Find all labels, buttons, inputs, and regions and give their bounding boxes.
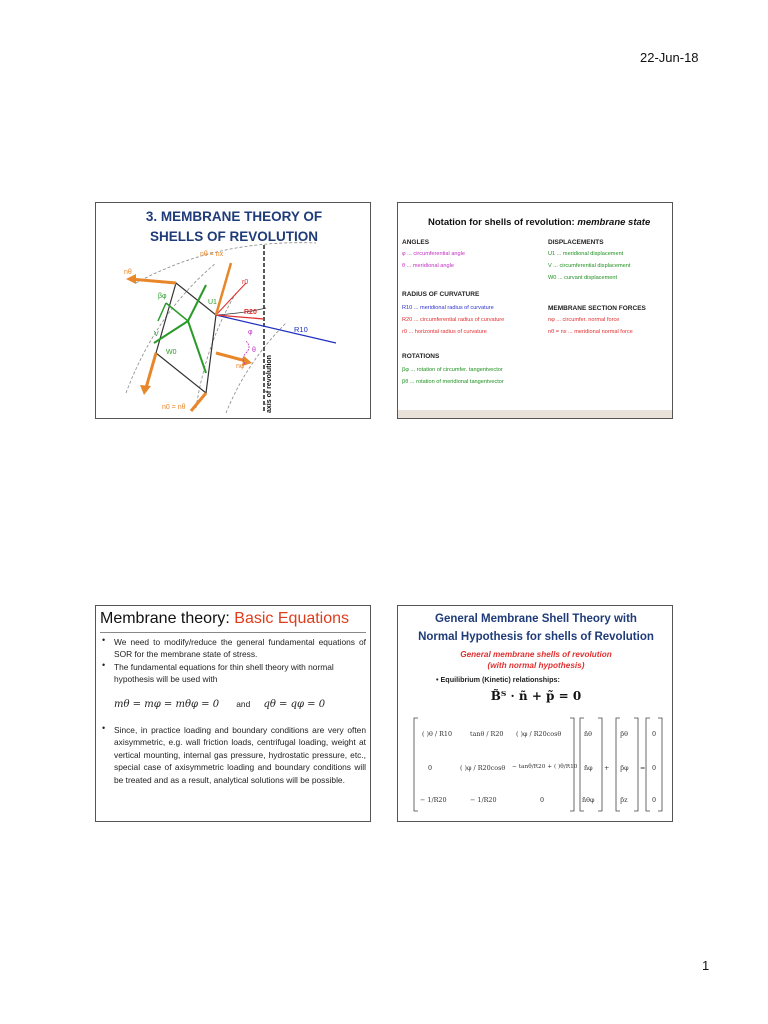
slide3-title <box>100 610 349 628</box>
bullet-icon: • <box>102 635 106 645</box>
vector-n3: ñθφ <box>582 796 595 804</box>
title-divider <box>100 632 366 633</box>
matrix-r1c2: tanθ / R20 <box>470 730 504 738</box>
label-r0: r0 <box>242 279 249 286</box>
vector-z3: 0 <box>652 796 657 804</box>
vector-p2: p̃φ <box>620 764 629 772</box>
vector-p3: p̃z <box>620 796 628 804</box>
slide1-title-line1: 3. MEMBRANE THEORY OF <box>145 209 323 224</box>
radius-heading: RADIUS OF CURVATURE <box>402 291 480 298</box>
slide4-bullet-text: Equilibrium (Kinetic) relationships: <box>440 675 560 684</box>
bullet3-text: Since, in practice loading and boundary conditions are very often axisymmetric, e.g. wall friction loads, centrifugal loading, weight at vertical mounting, internal gas pressure, hydrostatic pressure, etc., special case of axisymmetric loading and boundary conditions will be treated and as a result, analytical solutions will be possible. <box>114 725 366 785</box>
eq-shears: qθ = qφ = 0 <box>263 699 326 710</box>
label-u1: U1 <box>208 299 217 306</box>
forces-heading: MEMBRANE SECTION FORCES <box>548 305 646 312</box>
matrix-r1c1: ( )θ / R10 <box>422 730 453 738</box>
force-item-1: nφ ... circumfer. normal force <box>548 317 620 323</box>
slide1-title-line2: SHELLS OF REVOLUTION <box>149 229 318 244</box>
matrix-r2c2: ( )φ / R20cosθ <box>460 764 506 772</box>
angle-item-1: φ ... circumferential angle <box>402 251 466 257</box>
slide4-subtitle-2: (with normal hypothesis) <box>487 661 585 670</box>
displacement-item-2: V ... circumferential displacement <box>548 263 631 269</box>
slide2-title-emph: membrane state <box>577 217 651 228</box>
bullet1-text: We need to modify/reduce the general fundamental equations of SOR for the membrane state of stress. <box>114 637 366 660</box>
equals-sign: = <box>640 764 646 772</box>
label-v: V <box>154 331 159 338</box>
displacements-heading: DISPLACEMENTS <box>548 239 604 246</box>
label-axis-of-revolution: axis of revolution <box>266 355 273 413</box>
bullet-icon: • <box>102 660 106 670</box>
matrix-r2c1: 0 <box>428 764 433 772</box>
label-n-theta-nx: nθ = nx <box>200 251 224 258</box>
slide3-title-black: Membrane theory: <box>100 610 230 627</box>
matrix-brackets <box>398 606 673 822</box>
matrix-r3c3: 0 <box>540 796 545 804</box>
bullet2-text: The fundamental equations for thin shell theory with normal hypothesis will be used with <box>114 662 334 685</box>
vector-n1: ñθ <box>584 730 592 738</box>
force-item-2: nθ = nx ... meridional normal force <box>548 329 633 335</box>
label-w0: W0 <box>166 349 177 356</box>
slide3-title-red: Basic Equations <box>234 610 350 627</box>
header-date: 22-Jun-18 <box>640 50 699 65</box>
slide2-title-prefix: Notation for shells of revolution: <box>428 217 575 228</box>
label-n-theta-left: nθ <box>124 269 132 276</box>
matrix-r3c1: − 1/R20 <box>420 796 447 804</box>
eq-and: and <box>236 699 251 709</box>
vector-z2: 0 <box>652 764 657 772</box>
slide1-title <box>96 207 371 247</box>
rotation-item-2: βθ ... rotation of meridional tangentvector <box>402 379 504 385</box>
angle-item-2: θ ... meridional angle <box>402 263 454 269</box>
eq-moments: mθ = mφ = mθφ = 0 <box>114 699 220 710</box>
label-r20: R20 <box>244 309 257 316</box>
vector-p1: p̃θ <box>620 730 628 738</box>
slide-notation <box>397 202 673 419</box>
displacement-item-1: U1 ... meridional displacement <box>548 251 624 257</box>
plus-sign: + <box>604 764 610 772</box>
vector-n2: ñφ <box>584 764 593 772</box>
matrix-r1c3: ( )φ / R20cosθ <box>516 730 562 738</box>
slide2-title <box>428 217 650 228</box>
rotations-heading: ROTATIONS <box>402 353 440 360</box>
matrix-r3c2: − 1/R20 <box>470 796 497 804</box>
slide2-footer-bar <box>398 410 673 418</box>
slide4-subtitle-1: General membrane shells of revolution <box>460 650 612 659</box>
radius-item-1: R10 ... meridional radius of curvature <box>402 305 494 311</box>
label-phi: φ <box>248 329 253 336</box>
moment-shear-equations <box>114 699 325 710</box>
slide4-bullet: • Equilibrium (Kinetic) relationships: <box>436 675 560 684</box>
page-number: 1 <box>702 958 710 973</box>
slide4-title-line2: Normal Hypothesis for shells of Revolution <box>418 631 654 643</box>
slide-membrane-theory-title <box>95 202 371 419</box>
vector-z1: 0 <box>652 730 657 738</box>
matrix-r2c3: − tanθ/R20 + ( )θ/R10 <box>512 764 578 770</box>
label-r10: R10 <box>294 325 308 334</box>
slide-basic-equations <box>95 605 371 822</box>
label-theta: θ <box>252 347 256 354</box>
label-n-bottom: n0 = nθ <box>162 404 186 411</box>
angles-heading: ANGLES <box>402 239 430 246</box>
equilibrium-equation: B̃ᵀ · ñ + p̃ = 0 <box>490 689 582 703</box>
rotation-item-1: βφ ... rotation of circumfer. tangentvector <box>402 367 503 373</box>
radius-item-2: R20 ... circumferential radius of curvature <box>402 317 505 323</box>
displacement-item-3: W0 ... curvant displacement <box>548 275 618 281</box>
slide-general-membrane-theory <box>397 605 673 822</box>
slide4-title-line1: General Membrane Shell Theory with <box>435 613 637 625</box>
bullet-icon: • <box>102 723 106 733</box>
label-beta-phi: βφ <box>158 293 167 300</box>
radius-item-3: r0 ... horizontal radius of curvature <box>402 329 487 335</box>
label-n-phi: nφ <box>236 363 245 370</box>
